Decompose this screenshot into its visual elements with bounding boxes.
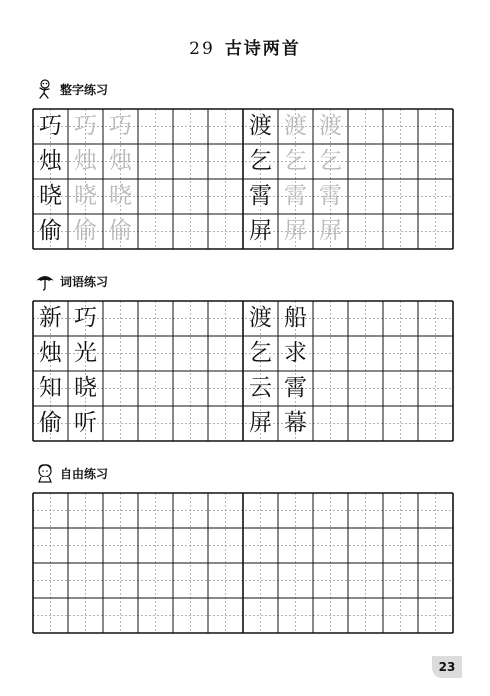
grid-lines [32, 492, 454, 634]
lesson-title [0, 34, 490, 59]
grid-char-left: 知 [39, 375, 62, 401]
grid-char-right: 渡 [249, 305, 272, 331]
grid-char-left: 听 [74, 410, 97, 436]
grid-char-left: 烛 [109, 148, 132, 174]
grid-char-right: 屏 [249, 218, 272, 244]
grid-char-right: 乞 [249, 148, 272, 174]
section-header-char-practice [34, 78, 108, 100]
grid-char-left: 晓 [74, 183, 97, 209]
grid-char-right: 屏 [319, 218, 342, 244]
running-kid-icon [34, 78, 56, 100]
umbrella-icon [34, 270, 56, 292]
grid-char-right: 渡 [284, 113, 307, 139]
section-header-word-practice [34, 270, 108, 292]
grid-char-right: 乞 [249, 340, 272, 366]
grid-char-left: 新 [39, 305, 62, 331]
grid-char-right: 霄 [284, 375, 307, 401]
grid-char-right: 霄 [284, 183, 307, 209]
page-number: 23 [432, 656, 462, 678]
grid-char-left: 偷 [39, 410, 62, 436]
char-practice-grid [32, 108, 454, 254]
grid-char-right: 霄 [319, 183, 342, 209]
grid-char-right: 船 [284, 305, 307, 331]
grid-char-left: 巧 [39, 113, 62, 139]
grid-char-left: 巧 [74, 113, 97, 139]
lesson-title-text: 古诗两首 [224, 39, 301, 59]
grid-char-right: 屏 [284, 218, 307, 244]
grid-char-left: 偷 [109, 218, 132, 244]
section-label: 自由练习 [60, 466, 109, 481]
grid-char-left: 烛 [39, 148, 62, 174]
lesson-number: 29 [189, 39, 215, 59]
grid-char-left: 烛 [74, 148, 97, 174]
grid-char-left: 晓 [74, 375, 97, 401]
grid-char-right: 乞 [319, 148, 342, 174]
grid-char-left: 偷 [74, 218, 97, 244]
cartoon-kid-icon [34, 462, 56, 484]
grid-char-left: 偷 [39, 218, 62, 244]
section-label: 词语练习 [60, 274, 109, 289]
grid-char-right: 求 [284, 340, 307, 366]
grid-char-left: 巧 [74, 305, 97, 331]
grid-char-right: 渡 [319, 113, 342, 139]
grid-char-right: 渡 [249, 113, 272, 139]
grid-char-right: 霄 [249, 183, 272, 209]
free-practice-grid [32, 492, 454, 638]
grid-char-right: 幕 [284, 410, 307, 436]
grid-char-left: 晓 [109, 183, 132, 209]
grid-char-left: 烛 [39, 340, 62, 366]
grid-char-left: 光 [74, 340, 97, 366]
grid-char-right: 乞 [284, 148, 307, 174]
grid-char-left: 晓 [39, 183, 62, 209]
word-practice-grid [32, 300, 454, 446]
section-header-free-practice [34, 462, 108, 484]
section-label: 整字练习 [60, 82, 109, 97]
grid-char-right: 屏 [249, 410, 272, 436]
grid-char-left: 巧 [109, 113, 132, 139]
grid-char-right: 云 [249, 375, 272, 401]
